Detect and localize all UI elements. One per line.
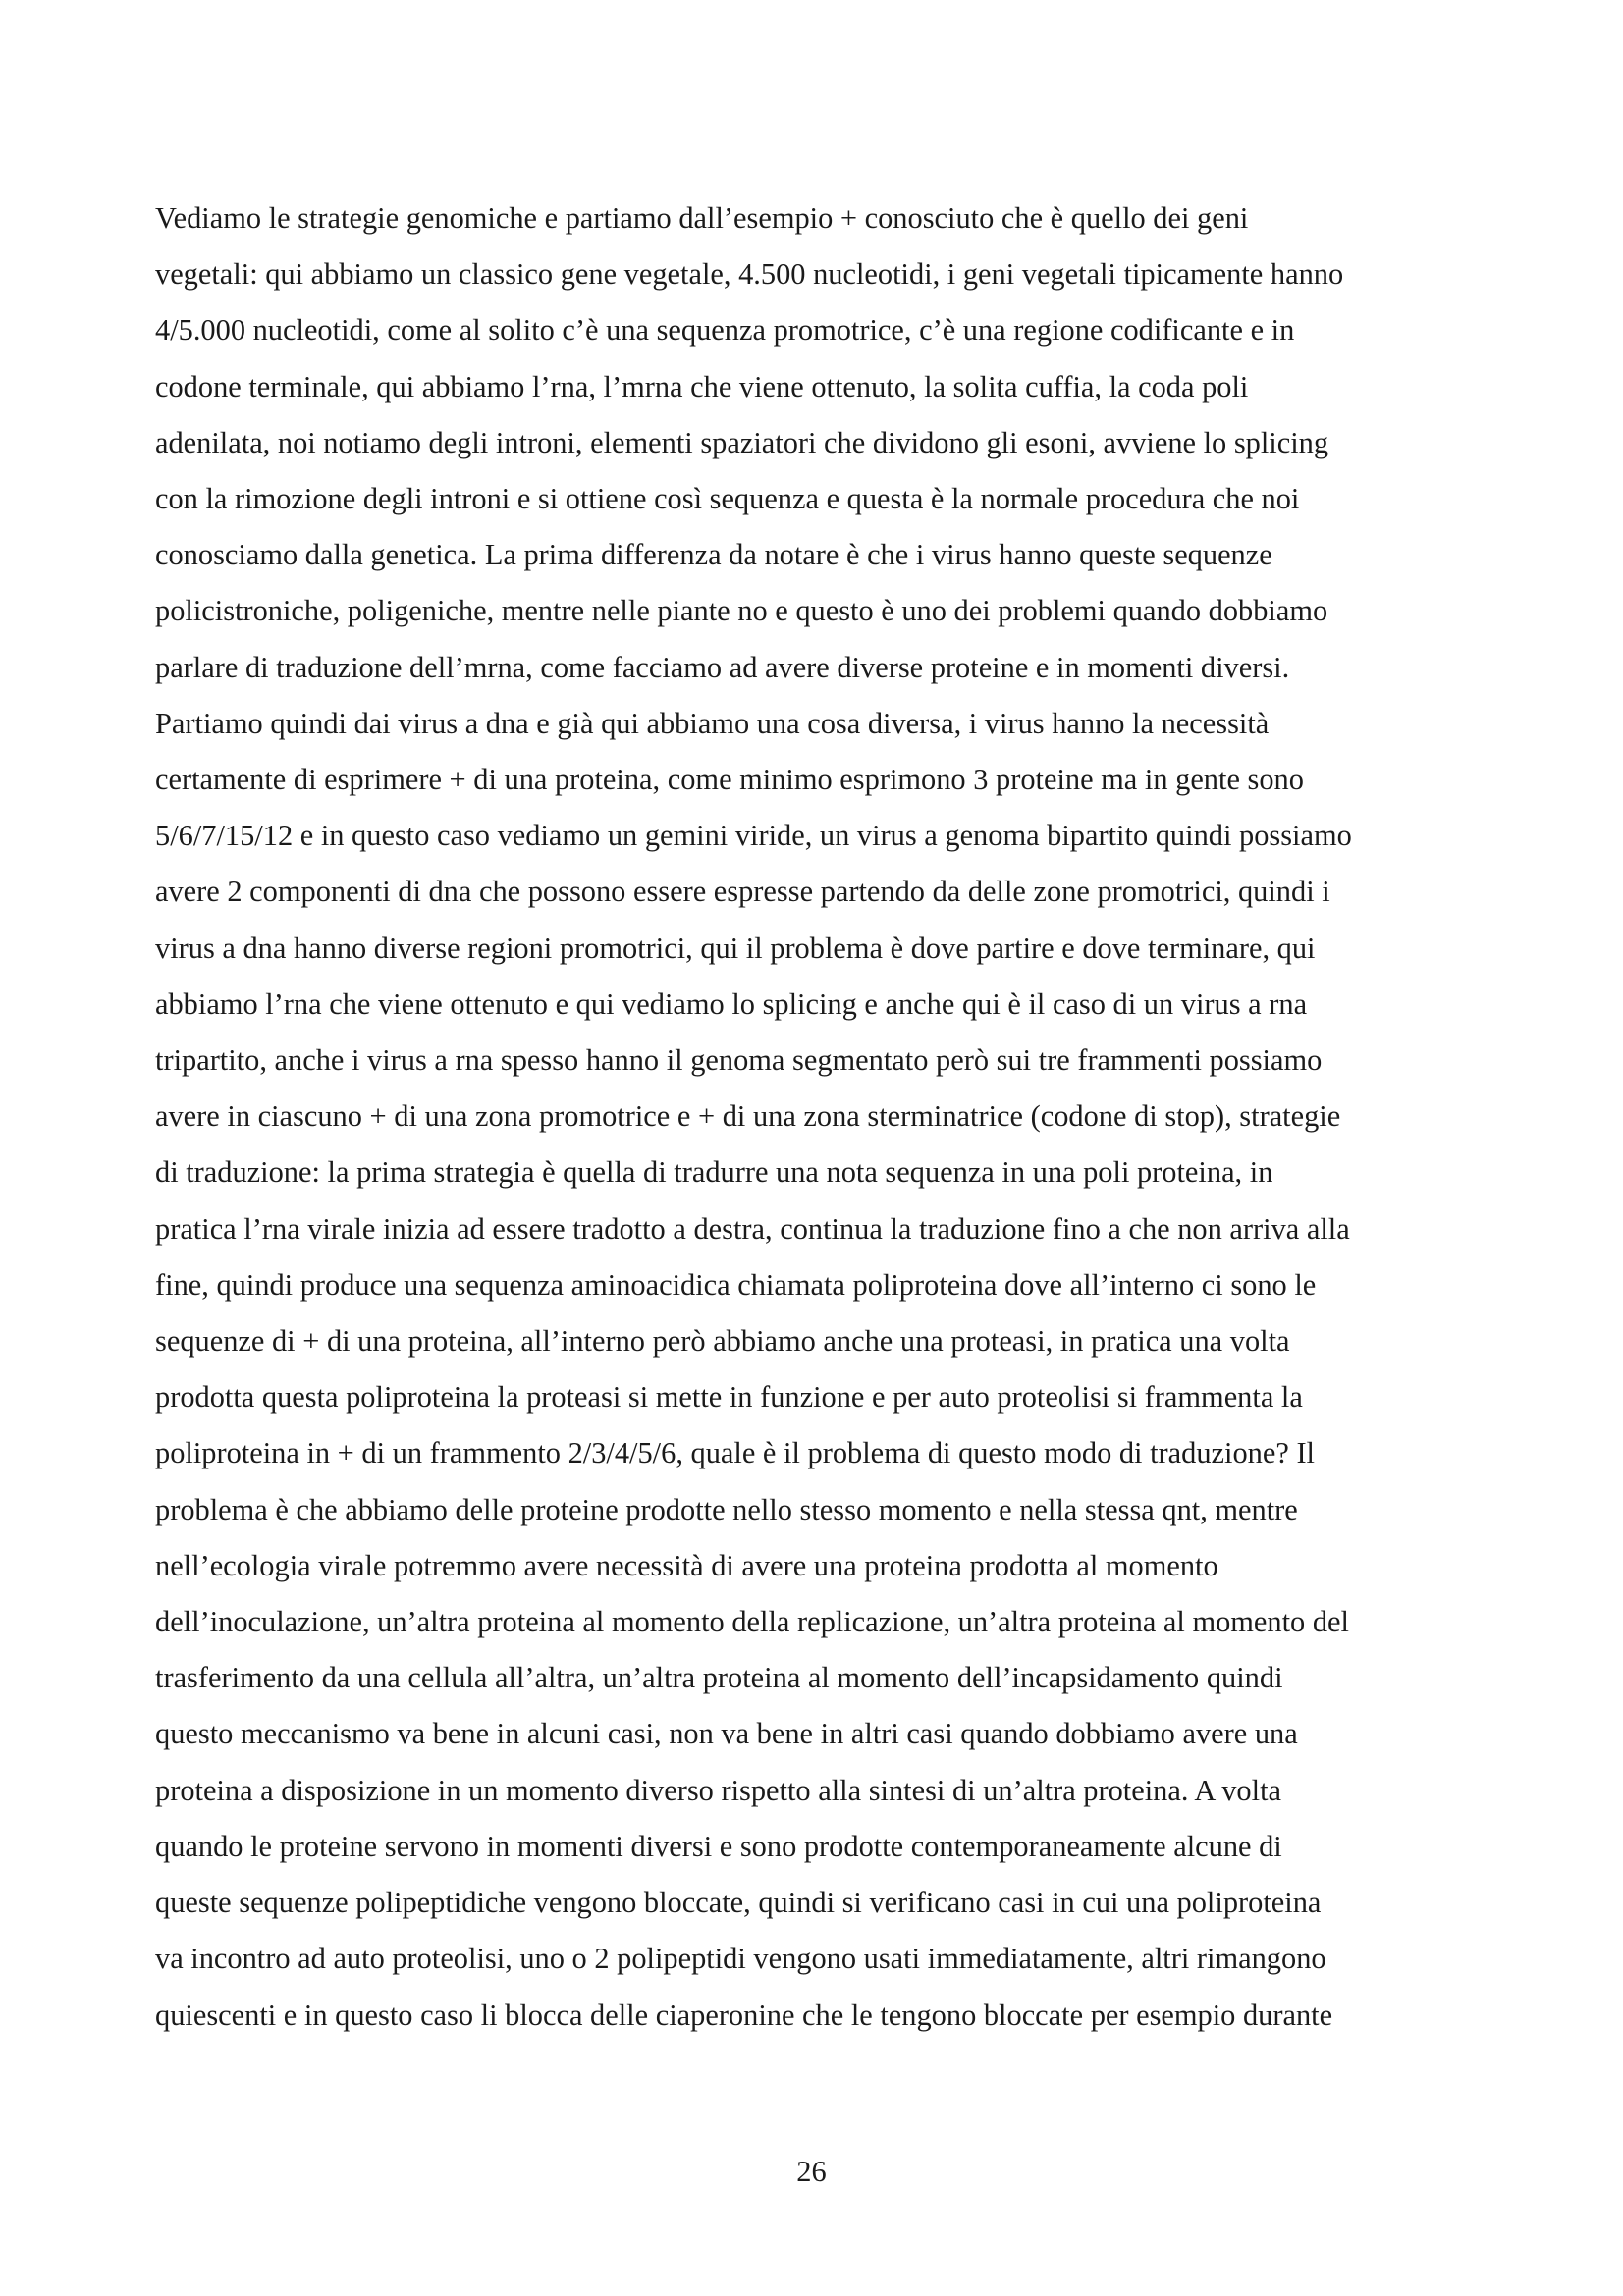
text-line: quiescenti e in questo caso li blocca delle ciaperonine che le tengono bloccate per esempio durante	[155, 1998, 1333, 2032]
text-line: proteina a disposizione in un momento diverso rispetto alla sintesi di un’altra proteina. A volta	[155, 1773, 1282, 1807]
text-line: prodotta questa poliproteina la proteasi si mette in funzione e per auto proteolisi si frammenta la	[155, 1380, 1303, 1415]
text-line: nell’ecologia virale potremmo avere necessità di avere una proteina prodotta al momento	[155, 1548, 1218, 1582]
text-line: tripartito, anche i virus a rna spesso hanno il genoma segmentato però sui tre frammenti possiamo	[155, 1043, 1323, 1078]
text-line: poliproteina in + di un frammento 2/3/4/5/6, quale è il problema di questo modo di traduzione? Il	[155, 1436, 1316, 1470]
text-line: di traduzione: la prima strategia è quella di tradurre una nota sequenza in una poli proteina, in	[155, 1155, 1273, 1190]
text-line: Partiamo quindi dai virus a dna e già qui abbiamo una cosa diversa, i virus hanno la necessità	[155, 706, 1270, 740]
text-line: problema è che abbiamo delle proteine prodotte nello stesso momento e nella stessa qnt, mentre	[155, 1492, 1298, 1526]
text-line: virus a dna hanno diverse regioni promotrici, qui il problema è dove partire e dove terminare, qui	[155, 931, 1316, 965]
text-line: parlare di traduzione dell’mrna, come facciamo ad avere diverse proteine e in momenti diversi.	[155, 650, 1290, 684]
text-line: quando le proteine servono in momenti diversi e sono prodotte contemporaneamente alcune di	[155, 1829, 1282, 1863]
text-line: queste sequenze polipeptidiche vengono bloccate, quindi si verificano casi in cui una poliproteina	[155, 1886, 1322, 1920]
text-line: Vediamo le strategie genomiche e partiamo dall’esempio + conosciuto che è quello dei geni	[155, 201, 1249, 235]
text-line: 5/6/7/15/12 e in questo caso vediamo un gemini viride, un virus a genoma bipartito quindi possiamo	[155, 819, 1352, 853]
text-line: va incontro ad auto proteolisi, uno o 2 polipeptidi vengono usati immediatamente, altri rimangono	[155, 1942, 1326, 1976]
text-line: policistroniche, poligeniche, mentre nelle piante no e questo è uno dei problemi quando dobbiamo	[155, 594, 1328, 628]
text-line: vegetali: qui abbiamo un classico gene vegetale, 4.500 nucleotidi, i geni vegetali tipicamente hanno	[155, 257, 1344, 292]
text-line: conosciamo dalla genetica. La prima differenza da notare è che i virus hanno queste sequenze	[155, 538, 1272, 572]
page-number: 26	[796, 2155, 827, 2188]
text-line: pratica l’rna virale inizia ad essere tradotto a destra, continua la traduzione fino a che non arriva alla	[155, 1211, 1350, 1246]
text-line: sequenze di + di una proteina, all’interno però abbiamo anche una proteasi, in pratica una volta	[155, 1324, 1290, 1359]
text-line: trasferimento da una cellula all’altra, un’altra proteina al momento dell’incapsidamento quindi	[155, 1661, 1283, 1695]
text-line: certamente di esprimere + di una proteina, come minimo esprimono 3 proteine ma in gente sono	[155, 763, 1304, 797]
body-paragraph	[155, 190, 1473, 2044]
text-line: dell’inoculazione, un’altra proteina al momento della replicazione, un’altra proteina al momento del	[155, 1605, 1349, 1639]
text-line: avere 2 componenti di dna che possono essere espresse partendo da delle zone promotrici, quindi i	[155, 875, 1330, 909]
text-line: con la rimozione degli introni e si ottiene così sequenza e questa è la normale procedura che noi	[155, 482, 1300, 516]
text-line: avere in ciascuno + di una zona promotrice e + di una zona sterminatrice (codone di stop), strategie	[155, 1099, 1341, 1134]
text-line: 4/5.000 nucleotidi, come al solito c’è una sequenza promotrice, c’è una regione codificante e in	[155, 313, 1295, 347]
text-line: abbiamo l’rna che viene ottenuto e qui vediamo lo splicing e anche qui è il caso di un virus a rna	[155, 987, 1308, 1021]
text-line: adenilata, noi notiamo degli introni, elementi spaziatori che dividono gli esoni, avviene lo splicing	[155, 425, 1329, 459]
text-line: codone terminale, qui abbiamo l’rna, l’mrna che viene ottenuto, la solita cuffia, la coda poli	[155, 369, 1249, 403]
text-line: fine, quindi produce una sequenza aminoacidica chiamata poliproteina dove all’interno ci sono le	[155, 1267, 1317, 1302]
text-line: questo meccanismo va bene in alcuni casi, non va bene in altri casi quando dobbiamo avere una	[155, 1717, 1298, 1751]
